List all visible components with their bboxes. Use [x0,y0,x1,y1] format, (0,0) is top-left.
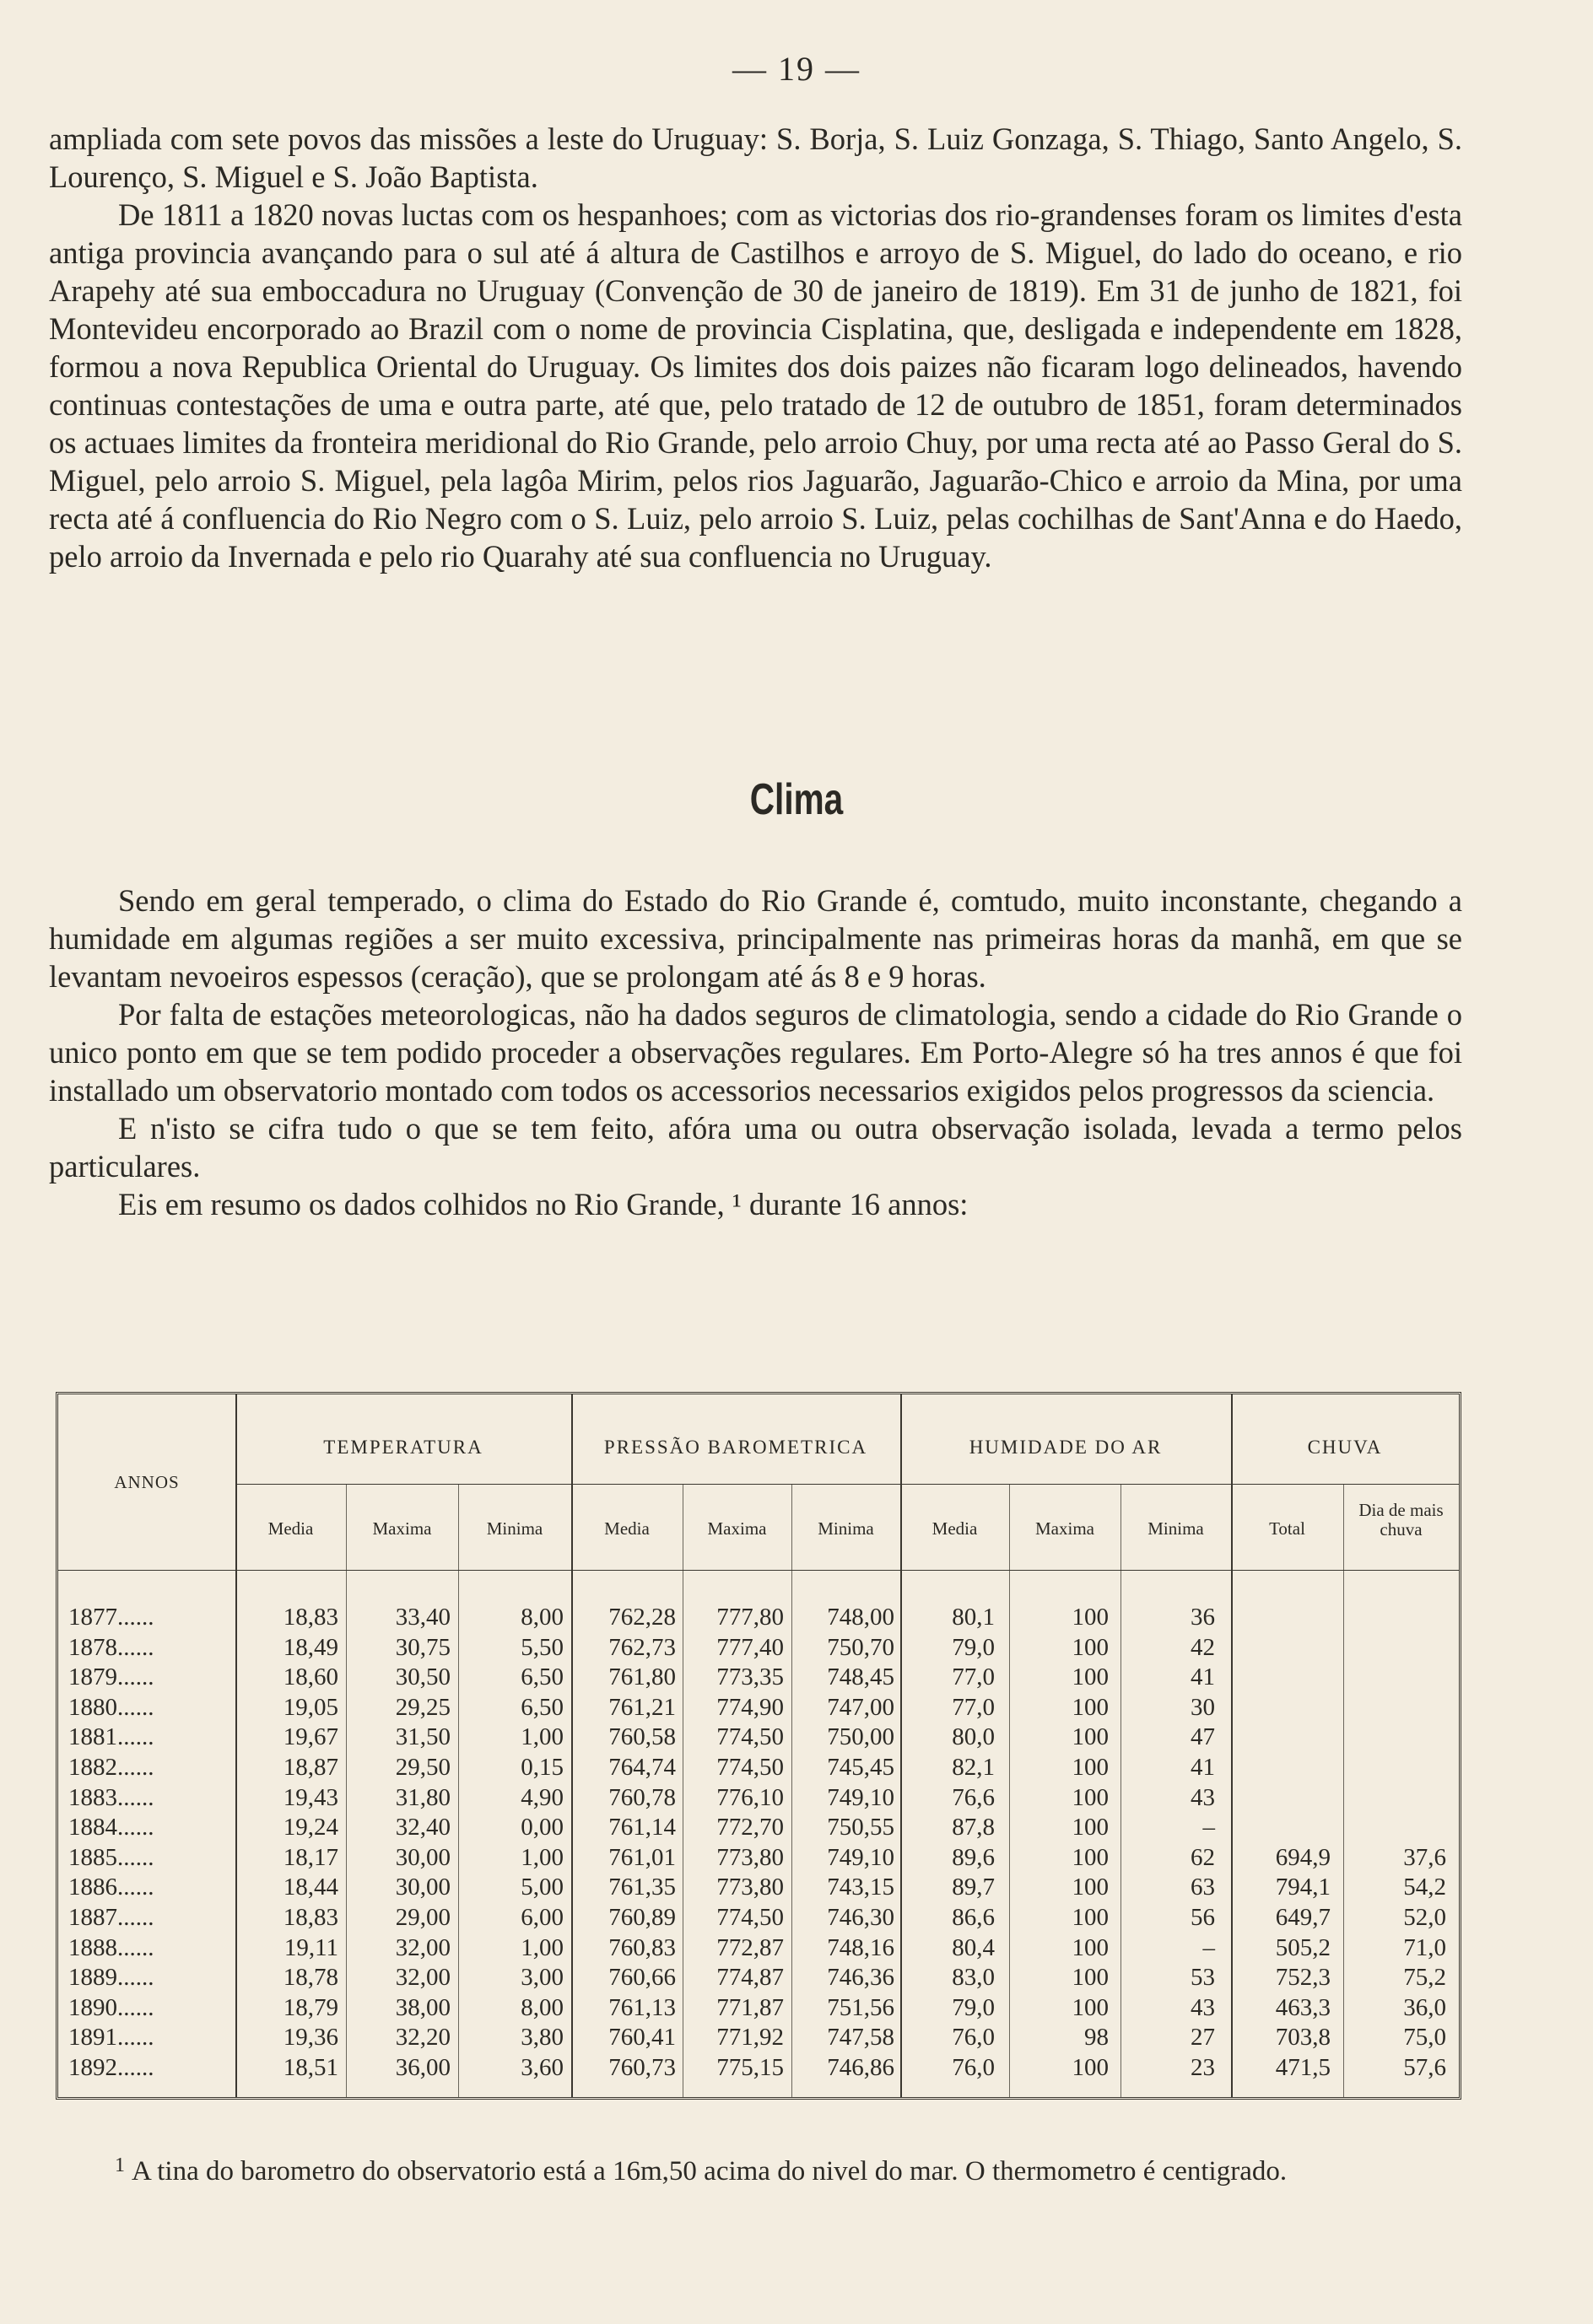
table-cell: 54,2 [1403,1874,1446,1901]
table-cell: 762,28 [608,1604,676,1631]
table-cell: 773,80 [716,1843,784,1871]
table-row [58,1602,1459,1632]
table-cell: 1,00 [521,1843,564,1871]
sub-header: Maxima [372,1518,432,1539]
table-cell: 6,50 [521,1693,564,1721]
table-cell: 18,83 [283,1604,338,1631]
table-cell: 100 [1072,1693,1109,1721]
year-header: ANNOS [114,1472,180,1492]
table-cell: 32,20 [395,2024,451,2052]
table-cell: 41 [1191,1754,1215,1781]
table-cell: 771,92 [716,2024,784,2052]
table-cell: 773,80 [716,1874,784,1901]
table-cell: 3,60 [521,2054,564,2081]
table-cell: 703,8 [1275,2024,1331,2052]
table-cell: 75,0 [1403,2024,1446,2052]
table-cell: 29,50 [395,1754,451,1781]
table-cell: 29,25 [395,1693,451,1721]
table-cell: 100 [1072,1723,1109,1751]
table-cell: 80,4 [952,1933,995,1961]
table-cell: 38,00 [395,1993,451,2021]
table-cell: 63 [1191,1874,1215,1901]
table-cell: 19,24 [283,1814,338,1841]
table-cell: 1889...... [68,1964,154,1992]
sub-header: Minima [486,1518,543,1539]
table-cell: 774,87 [716,1964,784,1992]
table-cell: 80,1 [952,1604,995,1631]
table-cell: 777,40 [716,1633,784,1661]
table-cell: 19,43 [283,1783,338,1811]
table-cell: 31,80 [395,1783,451,1811]
table-cell: – [1202,1933,1215,1961]
table-cell: 30,75 [395,1633,451,1661]
table-cell: 30 [1191,1693,1215,1721]
table-cell: 774,50 [716,1904,784,1931]
table-cell: 748,00 [827,1604,894,1631]
sub-header: Minima [818,1518,874,1539]
table-cell: 23 [1191,2054,1215,2081]
table-cell: 79,0 [952,1993,995,2021]
table-cell: 100 [1072,1933,1109,1961]
table-cell: 41 [1191,1663,1215,1691]
table-cell: 773,35 [716,1663,784,1691]
table-cell: 86,6 [952,1904,995,1931]
table-cell: 33,40 [395,1604,451,1631]
table-cell: 18,83 [283,1904,338,1931]
table-cell: 100 [1072,1663,1109,1691]
table-row [58,1902,1459,1933]
table-row [58,1992,1459,2023]
table-cell: 761,80 [608,1663,676,1691]
table-cell: 79,0 [952,1633,995,1661]
table-row [58,1632,1459,1663]
table-cell: 1,00 [521,1933,564,1961]
table-cell: 463,3 [1275,1993,1331,2021]
table-cell: 36,00 [395,2054,451,2081]
table-cell: 694,9 [1275,1843,1331,1871]
table-cell: 762,73 [608,1633,676,1661]
table-cell: 1886...... [68,1874,154,1901]
table-cell: 53 [1191,1964,1215,1992]
table-cell: 761,35 [608,1874,676,1901]
paragraph: De 1811 a 1820 novas luctas com os hespanhoes; com as victorias dos rio-grandenses foram os limites d'esta antiga provincia avançando para o sul até á altura de Castilhos e arroyo de S. Miguel, do lado do oceano, e rio Arapehy até sua emboccadura no Uruguay (Convenção de 30 de janeiro de 1819). Em 31 de junho de 1821, foi Montevideu encorporado ao Brazil com o nome de provincia Cisplatina, que, desligada e independente em 1828, formou a nova Republica Oriental do Uruguay. Os limites dos dois paizes não ficaram logo delineados, havendo continuas contestações de uma e outra parte, até que, pelo tratado de 12 de outubro de 1851, foram determinados os actuaes limites da fronteira meridional do Rio Grande, pelo arroio Chuy, por uma recta até ao Passo Geral do S. Miguel, pelo arroio S. Miguel, pela lagôa Mirim, pelos rios Jaguarão, Jaguarão-Chico e arroio da Mina, por uma recta até á confluencia do Rio Negro com o S. Luiz, pelo arroio S. Luiz, pelas cochilhas de Sant'Anna e do Haedo, pelo arroio da Invernada e pelo rio Quarahy até sua confluencia no Uruguay. [49,197,1462,574]
table-cell: 47 [1191,1723,1215,1751]
table-cell: 19,67 [283,1723,338,1751]
table-cell: 18,44 [283,1874,338,1901]
table-cell: 0,15 [521,1754,564,1781]
table-cell: 100 [1072,1993,1109,2021]
group-header-temperatura: TEMPERATURA [323,1437,483,1458]
footnote-mark: 1 [115,2154,125,2176]
table-cell: – [1202,1814,1215,1841]
table-cell: 18,79 [283,1993,338,2021]
table-cell: 100 [1072,2054,1109,2081]
table-cell: 1878...... [68,1633,154,1661]
table-cell: 76,6 [952,1783,995,1811]
table-cell: 760,41 [608,2024,676,2052]
table-cell: 18,51 [283,2054,338,2081]
footnote-text: A tina do barometro do observatorio está a 16m,50 acima do nivel do mar. O thermometro é centigrado. [132,2156,1288,2187]
table-cell: 760,73 [608,2054,676,2081]
table-cell: 749,10 [827,1783,894,1811]
table-cell: 76,0 [952,2054,995,2081]
table-row [58,1962,1459,1992]
table-row [58,2022,1459,2052]
table-cell: 42 [1191,1633,1215,1661]
table-cell: 18,78 [283,1964,338,1992]
table-cell: 1890...... [68,1993,154,2021]
table-cell: 760,89 [608,1904,676,1931]
table-cell: 30,00 [395,1874,451,1901]
table-cell: 18,17 [283,1843,338,1871]
table-cell: 32,00 [395,1964,451,1992]
table-cell: 100 [1072,1783,1109,1811]
table-cell: 100 [1072,1843,1109,1871]
table-cell: 87,8 [952,1814,995,1841]
table-cell: 37,6 [1403,1843,1446,1871]
table-cell: 760,83 [608,1933,676,1961]
table-cell: 100 [1072,1904,1109,1931]
table-cell: 774,50 [716,1723,784,1751]
table-cell: 1891...... [68,2024,154,2052]
table-cell: 764,74 [608,1754,676,1781]
table-cell: 32,00 [395,1933,451,1961]
table-cell: 748,45 [827,1663,894,1691]
table-row [58,1662,1459,1692]
table-cell: 30,00 [395,1843,451,1871]
table-cell: 3,00 [521,1964,564,1992]
table-row [58,1842,1459,1873]
table-cell: 505,2 [1275,1933,1331,1961]
table-row [58,2052,1459,2083]
table-cell: 750,70 [827,1633,894,1661]
table-cell: 1880...... [68,1693,154,1721]
climate-table [56,1392,1461,2100]
table-cell: 4,90 [521,1783,564,1811]
table-cell: 750,00 [827,1723,894,1751]
table-cell: 760,78 [608,1783,676,1811]
table-cell: 30,50 [395,1663,451,1691]
table-cell: 100 [1072,1604,1109,1631]
table-cell: 18,60 [283,1663,338,1691]
paragraph: ampliada com sete povos das missões a leste do Uruguay: S. Borja, S. Luiz Gonzaga, S. Thiago, Santo Angelo, S. Lourenço, S. Miguel e S. João Baptista. [49,121,1462,194]
table-cell: 76,0 [952,2024,995,2052]
sub-header: Media [267,1518,314,1539]
table-cell: 775,15 [716,2054,784,2081]
table-cell: 82,1 [952,1754,995,1781]
table-cell: 761,01 [608,1843,676,1871]
paragraph: Por falta de estações meteorologicas, não ha dados seguros de climatologia, sendo a cidade do Rio Grande o unico ponto em que se tem podido proceder a observações regulares. Em Porto-Alegre só ha tres annos é que foi installado um observatorio montado com todos os accessorios necessarios exigidos pelos progressos da sciencia. [49,997,1462,1108]
table-cell: 100 [1072,1814,1109,1841]
table-cell: 31,50 [395,1723,451,1751]
table-cell: 100 [1072,1874,1109,1901]
table-row [58,1933,1459,1963]
table-cell: 29,00 [395,1904,451,1931]
table-cell: 71,0 [1403,1933,1446,1961]
table-cell: 32,40 [395,1814,451,1841]
footnote [49,2153,1462,2193]
table-cell: 761,21 [608,1693,676,1721]
table-cell: 100 [1072,1633,1109,1661]
table-cell: 649,7 [1275,1904,1331,1931]
table-row [58,1752,1459,1782]
table-cell: 748,16 [827,1933,894,1961]
table-cell: 36,0 [1403,1993,1446,2021]
table-cell: 77,0 [952,1693,995,1721]
table-cell: 760,66 [608,1964,676,1992]
table-cell: 1888...... [68,1933,154,1961]
table-cell: 19,05 [283,1693,338,1721]
table-cell: 471,5 [1275,2054,1331,2081]
table-cell: 1885...... [68,1843,154,1871]
sub-header: Total [1269,1518,1305,1539]
table-cell: 98 [1084,2024,1109,2052]
table-cell: 745,45 [827,1754,894,1781]
table-cell: 100 [1072,1964,1109,1992]
table-cell: 746,36 [827,1964,894,1992]
table-cell: 5,00 [521,1874,564,1901]
group-header-chuva: CHUVA [1307,1437,1383,1458]
paragraph: Eis em resumo os dados colhidos no Rio Grande, ¹ durante 16 annos: [118,1187,969,1221]
table-cell: 1883...... [68,1783,154,1811]
table-cell: 1877...... [68,1604,154,1631]
table-cell: 1881...... [68,1723,154,1751]
table-cell: 774,50 [716,1754,784,1781]
table-cell: 743,15 [827,1874,894,1901]
paragraph: E n'isto se cifra tudo o que se tem feito, afóra uma ou outra observação isolada, levada a termo pelos particulares. [49,1111,1462,1184]
section-title: Clima [749,775,844,824]
table-cell: 772,87 [716,1933,784,1961]
table-row [58,1782,1459,1813]
table-cell: 75,2 [1403,1964,1446,1992]
table-cell: 56 [1191,1904,1215,1931]
table-cell: 747,00 [827,1693,894,1721]
table-cell: 100 [1072,1754,1109,1781]
table-cell: 746,86 [827,2054,894,2081]
table-cell: 751,56 [827,1993,894,2021]
sub-header: Media [604,1518,650,1539]
table-cell: 749,10 [827,1843,894,1871]
table-cell: 6,00 [521,1904,564,1931]
table-cell: 27 [1191,2024,1215,2052]
table-cell: 1882...... [68,1754,154,1781]
table-cell: 746,30 [827,1904,894,1931]
table-row [58,1722,1459,1752]
table-cell: 62 [1191,1843,1215,1871]
table-cell: 80,0 [952,1723,995,1751]
sub-header: Minima [1148,1518,1204,1539]
table-cell: 18,87 [283,1754,338,1781]
table-cell: 771,87 [716,1993,784,2021]
table-cell: 760,58 [608,1723,676,1751]
table-cell: 761,13 [608,1993,676,2021]
table-cell: 794,1 [1275,1874,1331,1901]
table-cell: 761,14 [608,1814,676,1841]
table-cell: 750,55 [827,1814,894,1841]
clima-text [49,882,1462,1223]
table-cell: 752,3 [1275,1964,1331,1992]
table-cell: 83,0 [952,1964,995,1992]
table-cell: 89,7 [952,1874,995,1901]
table-cell: 8,00 [521,1604,564,1631]
table-cell: 19,36 [283,2024,338,2052]
table-cell: 1892...... [68,2054,154,2081]
table-cell: 57,6 [1403,2054,1446,2081]
table-cell: 1887...... [68,1904,154,1931]
intro-text [49,120,1462,575]
table-cell: 8,00 [521,1993,564,2021]
sub-header: Dia de mais chuva [1358,1500,1444,1539]
group-header-pressao: PRESSÃO BAROMETRICA [603,1437,868,1458]
table-cell: 747,58 [827,2024,894,2052]
sub-header: Media [932,1518,978,1539]
table-cell: 89,6 [952,1843,995,1871]
table-row [58,1692,1459,1723]
table-cell: 777,80 [716,1604,784,1631]
table-cell: 3,80 [521,2024,564,2052]
table-cell: 774,90 [716,1693,784,1721]
table-cell: 43 [1191,1993,1215,2021]
table-cell: 36 [1191,1604,1215,1631]
table-row [58,1812,1459,1842]
table-cell: 18,49 [283,1633,338,1661]
table-row [58,1872,1459,1902]
table-cell: 776,10 [716,1783,784,1811]
sub-header: Maxima [707,1518,767,1539]
table-cell: 1884...... [68,1814,154,1841]
table-cell: 5,50 [521,1633,564,1661]
table-cell: 1879...... [68,1663,154,1691]
table-cell: 19,11 [284,1933,338,1961]
table-cell: 52,0 [1403,1904,1446,1931]
table-cell: 0,00 [521,1814,564,1841]
table-cell: 43 [1191,1783,1215,1811]
table-cell: 772,70 [716,1814,784,1841]
table-cell: 1,00 [521,1723,564,1751]
table-cell: 6,50 [521,1663,564,1691]
paragraph: Sendo em geral temperado, o clima do Estado do Rio Grande é, comtudo, muito inconstante, chegando a humidade em algumas regiões a ser muito excessiva, principalmente nas primeiras horas da manhã, em que se levantam nevoeiros espessos (ceração), que se prolongam até ás 8 e 9 horas. [49,883,1462,994]
page-number: — 19 — [732,50,861,88]
group-header-humidade: HUMIDADE DO AR [969,1437,1163,1458]
sub-header: Maxima [1035,1518,1094,1539]
table-cell: 77,0 [952,1663,995,1691]
